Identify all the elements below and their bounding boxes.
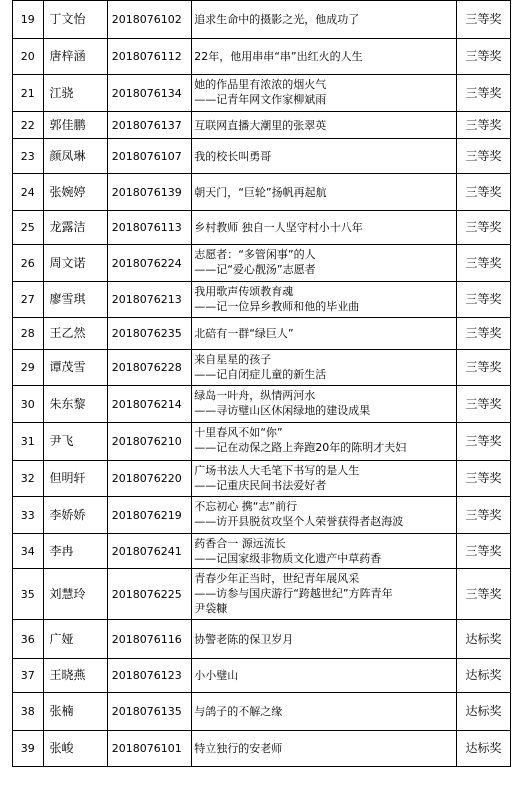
award-level: 达标奖 <box>457 693 511 731</box>
article-title <box>192 282 457 318</box>
article-title <box>192 620 457 659</box>
table-row <box>13 423 511 461</box>
subtitle-line: ——访开县脱贫攻坚个人荣誉获得者赵海波 <box>194 515 404 528</box>
article-title <box>192 659 457 693</box>
table-row <box>13 620 511 659</box>
author-name: 唐梓涵 <box>43 39 107 75</box>
author-name: 李娇娇 <box>43 497 107 534</box>
student-id: 2018076135 <box>107 693 192 731</box>
row-number: 19 <box>13 1 44 39</box>
student-id: 2018076210 <box>107 423 192 461</box>
row-number: 24 <box>13 174 44 211</box>
subtitle-line: ——记一位异乡教师和他的毕业曲 <box>194 300 360 313</box>
author-name: 王乙然 <box>43 318 107 350</box>
title-line: 她的作品里有浓浓的烟火气 <box>194 78 327 91</box>
table-row <box>13 139 511 174</box>
title-line: 互联网直播大潮里的张翠英 <box>194 118 327 132</box>
article-title <box>192 386 457 423</box>
title-line: 青春少年正当时，世纪青年展风采 <box>194 572 360 585</box>
table-row <box>13 731 511 767</box>
author-name: 丁文怡 <box>43 1 107 39</box>
award-table-body <box>13 1 511 767</box>
table-row <box>13 569 511 620</box>
award-level: 三等奖 <box>457 75 511 112</box>
row-number: 37 <box>13 659 44 693</box>
author-name: 李冉 <box>43 534 107 569</box>
student-id: 2018076228 <box>107 350 192 386</box>
student-id: 2018076219 <box>107 497 192 534</box>
row-number: 35 <box>13 569 44 620</box>
student-id: 2018076225 <box>107 569 192 620</box>
title-line: 十里春风不如“你” <box>194 426 283 439</box>
author-name: 龙露洁 <box>43 211 107 245</box>
article-title <box>192 174 457 211</box>
student-id: 2018076139 <box>107 174 192 211</box>
title-line: 志愿者：“多管闲事”的人 <box>194 248 316 261</box>
subtitle-line: ——访参与国庆游行“跨越世纪”方阵青年 <box>194 587 393 600</box>
award-level: 三等奖 <box>457 318 511 350</box>
student-id: 2018076224 <box>107 245 192 282</box>
title-line: 协警老陈的保卫岁月 <box>194 632 294 646</box>
subtitle-line: ——寻访璧山区休闲绿地的建设成果 <box>194 404 371 417</box>
award-level: 三等奖 <box>457 534 511 569</box>
award-level: 三等奖 <box>457 139 511 174</box>
award-level: 三等奖 <box>457 245 511 282</box>
row-number: 33 <box>13 497 44 534</box>
row-number: 29 <box>13 350 44 386</box>
table-row <box>13 282 511 318</box>
author-name: 谭茂雪 <box>43 350 107 386</box>
row-number: 30 <box>13 386 44 423</box>
award-level: 三等奖 <box>457 174 511 211</box>
award-level: 三等奖 <box>457 350 511 386</box>
award-level: 达标奖 <box>457 659 511 693</box>
award-level: 达标奖 <box>457 620 511 659</box>
row-number: 27 <box>13 282 44 318</box>
article-title <box>192 39 457 75</box>
row-number: 36 <box>13 620 44 659</box>
title-line: 特立独行的安老师 <box>194 742 283 755</box>
title-line: 绿岛一叶舟，纵情两河水 <box>194 389 316 402</box>
subtitle-line: ——记在动保之路上奔跑20年的陈明才夫妇 <box>194 441 407 454</box>
row-number: 23 <box>13 139 44 174</box>
article-title <box>192 245 457 282</box>
row-number: 32 <box>13 461 44 497</box>
table-row <box>13 75 511 112</box>
student-id: 2018076112 <box>107 39 192 75</box>
student-id: 2018076134 <box>107 75 192 112</box>
subtitle-line: ——记青年网文作家柳斌雨 <box>194 93 327 106</box>
title-line: 小小璧山 <box>194 669 239 682</box>
award-level: 达标奖 <box>457 731 511 767</box>
student-id: 2018076102 <box>107 1 192 39</box>
subtitle-line: ——记国家级非物质文化遗产中草药香 <box>194 552 382 565</box>
subtitle-line: 尹袋糠 <box>194 602 228 615</box>
article-title <box>192 731 457 767</box>
article-title <box>192 112 457 139</box>
student-id: 2018076220 <box>107 461 192 497</box>
article-title <box>192 75 457 112</box>
author-name: 江骁 <box>43 75 107 112</box>
subtitle-line: ——记重庆民间书法爱好者 <box>194 479 327 492</box>
table-row <box>13 534 511 569</box>
author-name: 周文诺 <box>43 245 107 282</box>
row-number: 34 <box>13 534 44 569</box>
award-level: 三等奖 <box>457 39 511 75</box>
row-number: 39 <box>13 731 44 767</box>
table-row <box>13 39 511 75</box>
author-name: 郭佳鹏 <box>43 112 107 139</box>
article-title <box>192 569 457 620</box>
student-id: 2018076123 <box>107 659 192 693</box>
title-line: 北碚有一群“绿巨人” <box>194 327 294 340</box>
article-title <box>192 1 457 39</box>
student-id: 2018076137 <box>107 112 192 139</box>
title-line: 我的校长叫勇哥 <box>194 149 272 163</box>
article-title <box>192 350 457 386</box>
article-title <box>192 693 457 731</box>
article-title <box>192 318 457 350</box>
article-title <box>192 534 457 569</box>
award-level: 三等奖 <box>457 386 511 423</box>
student-id: 2018076214 <box>107 386 192 423</box>
article-title <box>192 139 457 174</box>
table-row <box>13 245 511 282</box>
award-level: 三等奖 <box>457 461 511 497</box>
student-id: 2018076113 <box>107 211 192 245</box>
award-level: 三等奖 <box>457 497 511 534</box>
author-name: 尹飞 <box>43 423 107 461</box>
author-name: 张峻 <box>43 731 107 767</box>
title-line: 广场书法人大毛笔下书写的是人生 <box>194 464 360 477</box>
row-number: 25 <box>13 211 44 245</box>
title-line: 22年，他用串串“串”出红火的人生 <box>194 50 363 63</box>
title-line: 我用歌声传颂教育魂 <box>194 285 294 298</box>
article-title <box>192 461 457 497</box>
author-name: 广娅 <box>43 620 107 659</box>
article-title <box>192 211 457 245</box>
table-row <box>13 693 511 731</box>
table-row <box>13 497 511 534</box>
row-number: 22 <box>13 112 44 139</box>
award-level: 三等奖 <box>457 569 511 620</box>
author-name: 张楠 <box>43 693 107 731</box>
award-level: 三等奖 <box>457 112 511 139</box>
subtitle-line: ——记自闭症儿童的新生活 <box>194 368 327 381</box>
row-number: 31 <box>13 423 44 461</box>
article-title <box>192 497 457 534</box>
award-table-container <box>12 0 511 767</box>
author-name: 张婉婷 <box>43 174 107 211</box>
title-line: 与鸽子的不解之缘 <box>194 705 283 718</box>
title-line: 来自星星的孩子 <box>194 353 272 366</box>
author-name: 朱东黎 <box>43 386 107 423</box>
table-row <box>13 461 511 497</box>
table-row <box>13 318 511 350</box>
author-name: 廖雪琪 <box>43 282 107 318</box>
student-id: 2018076116 <box>107 620 192 659</box>
award-table <box>12 0 511 767</box>
row-number: 21 <box>13 75 44 112</box>
author-name: 颜凤琳 <box>43 139 107 174</box>
row-number: 20 <box>13 39 44 75</box>
row-number: 26 <box>13 245 44 282</box>
title-line: 不忘初心 携“志”前行 <box>194 500 298 513</box>
award-level: 三等奖 <box>457 211 511 245</box>
student-id: 2018076235 <box>107 318 192 350</box>
table-row <box>13 386 511 423</box>
table-row <box>13 174 511 211</box>
student-id: 2018076107 <box>107 139 192 174</box>
student-id: 2018076101 <box>107 731 192 767</box>
author-name: 但明轩 <box>43 461 107 497</box>
row-number: 38 <box>13 693 44 731</box>
row-number: 28 <box>13 318 44 350</box>
table-row <box>13 659 511 693</box>
article-title <box>192 423 457 461</box>
student-id: 2018076213 <box>107 282 192 318</box>
title-line: 乡村教师 独自一人坚守村小十八年 <box>194 221 363 234</box>
award-level: 三等奖 <box>457 282 511 318</box>
table-row <box>13 1 511 39</box>
student-id: 2018076241 <box>107 534 192 569</box>
author-name: 刘慧玲 <box>43 569 107 620</box>
award-level: 三等奖 <box>457 1 511 39</box>
table-row <box>13 350 511 386</box>
subtitle-line: ——记“爱心靓汤”志愿者 <box>194 263 316 276</box>
title-line: 药香合一 源远流长 <box>194 537 286 550</box>
title-line: 朝天门，“巨轮”扬帆再起航 <box>194 185 327 199</box>
author-name: 王晓燕 <box>43 659 107 693</box>
title-line: 追求生命中的摄影之光，他成功了 <box>194 13 360 26</box>
award-level: 三等奖 <box>457 423 511 461</box>
table-row <box>13 112 511 139</box>
table-row <box>13 211 511 245</box>
